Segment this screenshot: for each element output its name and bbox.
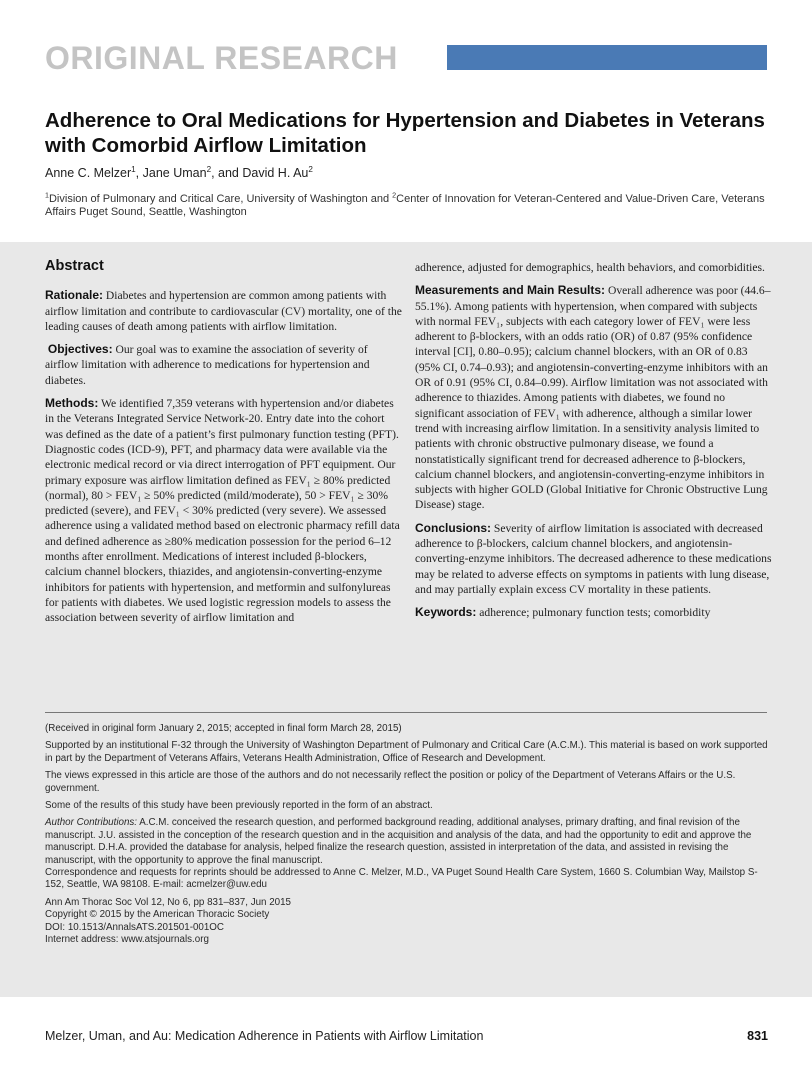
- section-text: Our goal was to examine the association of severity of airflow limitation with adherence to medications for hypertension and diabetes.: [45, 343, 370, 387]
- citation: Ann Am Thorac Soc Vol 12, No 6, pp 831–837, Jun 2015: [45, 896, 292, 908]
- abstract-heading: Abstract: [45, 258, 104, 274]
- author-sep: , and: [211, 166, 243, 180]
- author-name: David H. Au: [242, 166, 309, 180]
- copyright: Copyright © 2015 by the American Thoracic Society: [45, 909, 270, 921]
- methods-continued: adherence, adjusted for demographics, health behaviors, and comorbidities.: [415, 261, 765, 274]
- views-note: The views expressed in this article are those of the authors and do not necessarily reflect the position or policy of the Department of Veterans Affairs or the U.S. government.: [45, 770, 736, 794]
- section-banner: ORIGINAL RESEARCH: [45, 40, 398, 76]
- affiliation: Division of Pulmonary and Critical Care, University of Washington and: [48, 193, 393, 205]
- affil-sup: 1: [45, 191, 49, 200]
- section-label: Objectives:: [47, 342, 113, 357]
- support-note: Supported by an institutional F-32 through the University of Washington Department of Pulmonary and Critical Care (A.C.M.). This material is based on work supported in part by the Department of Veterans Affairs, Veterans Health Administration, Office of Research and Development.: [45, 740, 768, 764]
- results-paragraph: [415, 283, 773, 512]
- doi[interactable]: DOI: 10.1513/AnnalsATS.201501-001OC: [45, 921, 224, 933]
- affil-sup: 2: [392, 191, 397, 200]
- section-text: Severity of airflow limitation is associated with decreased adherence to β-blockers, calcium channel blockers, and angiotensin-converting-enzyme inhibitors. The decreased adherence to these medications may be related to adverse effects on symptoms in patients with lung disease, and may partially explain excess CV mortality in these patients.: [415, 521, 772, 596]
- abstract-right-column: [415, 260, 773, 629]
- keywords-paragraph: [415, 605, 773, 620]
- correspondence-text[interactable]: Correspondence and requests for reprints should be addressed to Anne C. Melzer, M.D., VA Puget Sound Health Care System, 1660 S. Columbian Way, Mailstop S-152, Seattle, WA 98108. E-mail: acmelzer@uw.edu: [45, 867, 758, 891]
- author-affil-sup: 1: [131, 164, 136, 174]
- author-name: Anne C. Melzer: [45, 166, 132, 180]
- affiliations: [45, 193, 775, 219]
- section-label: Keywords:: [415, 605, 477, 620]
- page-number: 831: [747, 1029, 768, 1043]
- methods-paragraph: [45, 396, 403, 625]
- footnotes: [45, 723, 770, 947]
- received-note: (Received in original form January 2, 2015; accepted in final form March 28, 2015): [45, 723, 402, 734]
- contributions-label: Author Contributions:: [45, 817, 138, 829]
- section-label: Methods:: [45, 396, 99, 411]
- conclusions-paragraph: [415, 521, 773, 597]
- contributions-note: [45, 817, 770, 867]
- author-affil-sup: 2: [308, 164, 313, 174]
- section-text: Diabetes and hypertension are common among patients with airflow limitation and contribute to cardiovascular (CV) mortality, one of the leading causes of death among patients with airflow limitation.: [45, 289, 402, 333]
- correspondence-note: [45, 867, 770, 892]
- contributions-text: A.C.M. conceived the research question, and performed background reading, additional analyses, primary drafting, and final revision of the manuscript. J.U. assisted in the conception of the research question and in the acquisition and analysis of the data, and had the opportunity to edit and approve the manuscript. D.H.A. provided the database for analysis, helped finalize the research question, assisted in interpretation of the data, and assisted in revising the manuscript, with the opportunity to approve the final manuscript.: [45, 817, 752, 866]
- abstract-left-column: [45, 256, 403, 634]
- divider: [45, 712, 767, 713]
- section-text: Overall adherence was poor (44.6–55.1%). Among patients with hypertension, when compared with subjects with normal FEV₁, subjects with each category lower of FEV₁ were less adherent to β-blockers, with an odds ratio (OR) of 0.87 (95% confidence interval [CI], 0.80–0.95); calcium channel blockers, with an OR of 0.83 (95% CI, 0.74–0.93); and angiotensin-converting-enzyme inhibitors with an OR of 0.91 (95% CI, 0.84–0.99). Airflow limitation was not associated with adherence to thiazides. Among patients with diabetes, we found no significant association of FEV₁ with adherence, although a similar lower trend with increasing airflow limitation. In a sensitivity analysis limited to patients with chronic obstructive pulmonary disease, we found a nonstatistically significant trend for decreased adherence to β-blockers, calcium channel blockers, and angiotensin-converting-enzyme inhibitors in subjects with higher GOLD (Global Initiative for Chronic Obstructive Lung Disease) stage.: [415, 284, 771, 512]
- author-name: Jane Uman: [142, 166, 207, 180]
- author-list: [45, 166, 313, 180]
- internet-address[interactable]: Internet address: www.atsjournals.org: [45, 934, 209, 946]
- running-head: Melzer, Uman, and Au: Medication Adherence in Patients with Airflow Limitation: [45, 1029, 484, 1043]
- objectives-paragraph: [45, 342, 403, 388]
- author-sep: ,: [135, 166, 143, 180]
- rationale-paragraph: [45, 288, 403, 334]
- banner-bar: [447, 45, 767, 70]
- section-text: adherence; pulmonary function tests; comorbidity: [476, 606, 711, 620]
- affiliation: Center of Innovation for Veteran-Centered and Value-Driven Care, Veterans Affairs Puget Sound, Seattle, Washington: [45, 193, 765, 218]
- prior-note: Some of the results of this study have been previously reported in the form of an abstract.: [45, 800, 433, 812]
- section-label: Rationale:: [45, 288, 104, 303]
- section-label: Measurements and Main Results:: [415, 283, 606, 298]
- section-label: Conclusions:: [415, 520, 492, 535]
- article-title: Adherence to Oral Medications for Hypertension and Diabetes in Veterans with Comorbid Airflow Limitation: [45, 109, 765, 157]
- section-text: We identified 7,359 veterans with hypertension and/or diabetes in the Veterans Integrated Service Network-20. Entry date into the cohort was defined as the date of a patient’s first pulmonary function testing (PFT). Diagnostic codes (ICD-9), PFT, and pharmacy data were available via the electronic medical record or via direct interrogation of PFT equipment. Our primary exposure was airflow limitation defined as FEV₁ ≥ 80% predicted (normal), 80 > FEV₁ ≥ 50% predicted (mild/moderate), 50 > FEV₁ ≥ 30% predicted (severe), and FEV₁ < 30% predicted (very severe). We assessed adherence using a validated method based on electronic pharmacy refill data and defined adherence as ≥80% medication possession for the period 6–12 months after enrollment. Medications of interest included β-blockers, calcium channel blockers, thiazides, and angiotensin-converting-enzyme inhibitors for patients with hypertension, and metformin and sulfonylureas for patients with diabetes. We used logistic regression models to assess the association between severity of airflow limitation and: [45, 397, 400, 625]
- author-affil-sup: 2: [206, 164, 212, 174]
